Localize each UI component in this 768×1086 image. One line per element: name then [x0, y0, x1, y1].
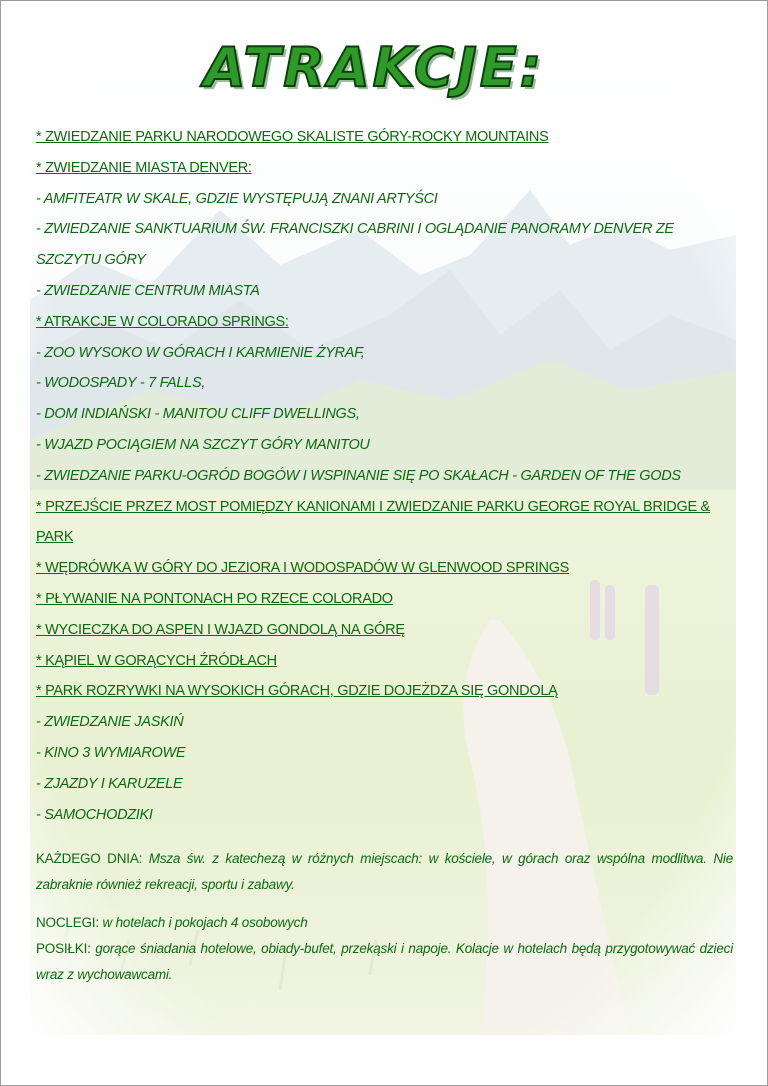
spacer	[36, 830, 733, 846]
attraction-heading: * PŁYWANIE NA PONTONACH PO RZECE COLORADO	[36, 590, 393, 607]
attraction-heading: * KĄPIEL W GORĄCYCH ŹRÓDŁACH	[36, 652, 277, 669]
attractions-content	[36, 122, 733, 988]
attraction-subitem: - ZOO WYSOKO W GÓRACH I KARMIENIE ŻYRAF,	[36, 344, 365, 361]
attraction-heading: PARK	[36, 529, 74, 546]
daily-label: KAŻDEGO DNIA:	[36, 851, 143, 867]
attraction-subitem: - SAMOCHODZIKI	[36, 806, 153, 823]
daily-paragraph	[36, 846, 733, 898]
attraction-subitem: SZCZYTU GÓRY	[36, 252, 146, 269]
page-title: ATRAKCJE:	[203, 36, 545, 99]
attraction-heading: * WYCIECZKA DO ASPEN I WJAZD GONDOLĄ NA GÓRĘ	[36, 621, 405, 638]
lodging-label: NOCLEGI:	[36, 915, 99, 931]
meals-text: gorące śniadania hotelowe, obiady-bufet, przekąski i napoje. Kolacje w hotelach będą przygotowywać dzieci wraz z wychowawcami.	[36, 941, 733, 983]
attraction-subitem: - WJAZD POCIĄGIEM NA SZCZYT GÓRY MANITOU	[36, 436, 370, 453]
lodging-text: w hotelach i pokojach 4 osobowych	[98, 915, 308, 931]
daily-text: Msza św. z katechezą w różnych miejscach: w kościele, w górach oraz wspólna modlitwa. Nie zabraknie również rekreacji, sportu i zabawy.	[36, 851, 734, 893]
attraction-subitem: - ZWIEDZANIE PARKU-OGRÓD BOGÓW I WSPINANIE SIĘ PO SKAŁACH - GARDEN OF THE GODS	[36, 467, 681, 484]
attraction-subitem: - DOM INDIAŃSKI - MANITOU CLIFF DWELLINGS,	[36, 406, 360, 423]
attraction-heading: * ZWIEDZANIE MIASTA DENVER:	[36, 159, 252, 176]
meals-label: POSIŁKI:	[36, 941, 91, 957]
attraction-heading: * WĘDRÓWKA W GÓRY DO JEZIORA I WODOSPADÓW W GLENWOOD SPRINGS	[36, 560, 570, 577]
attraction-subitem: - KINO 3 WYMIAROWE	[36, 744, 186, 761]
spacer	[36, 898, 733, 910]
attraction-subitem: - ZJAZDY I KARUZELE	[36, 775, 183, 792]
attraction-heading: * ZWIEDZANIE PARKU NARODOWEGO SKALISTE GÓRY-ROCKY MOUNTAINS	[36, 129, 549, 145]
lodging-paragraph	[36, 910, 733, 936]
attraction-subitem: - ZWIEDZANIE SANKTUARIUM ŚW. FRANCISZKI CABRINI I OGLĄDANIE PANORAMY DENVER ZE	[36, 221, 674, 238]
meals-paragraph	[36, 936, 733, 988]
attraction-subitem: - AMFITEATR W SKALE, GDZIE WYSTĘPUJĄ ZNANI ARTYŚCI	[36, 190, 438, 207]
attraction-subitem: - ZWIEDZANIE CENTRUM MIASTA	[36, 282, 260, 299]
attraction-subitem: - WODOSPADY - 7 FALLS,	[36, 375, 206, 392]
attraction-heading: * ATRAKCJE W COLORADO SPRINGS:	[36, 313, 289, 330]
attraction-heading: * PRZEJŚCIE PRZEZ MOST POMIĘDZY KANIONAMI I ZWIEDZANIE PARKU GEORGE ROYAL BRIDGE &	[36, 498, 710, 515]
attraction-subitem: - ZWIEDZANIE JASKIŃ	[36, 714, 184, 731]
attraction-heading: * PARK ROZRYWKI NA WYSOKICH GÓRACH, GDZIE DOJEŻDZA SIĘ GONDOLĄ	[36, 683, 558, 700]
attractions-list	[36, 122, 733, 830]
